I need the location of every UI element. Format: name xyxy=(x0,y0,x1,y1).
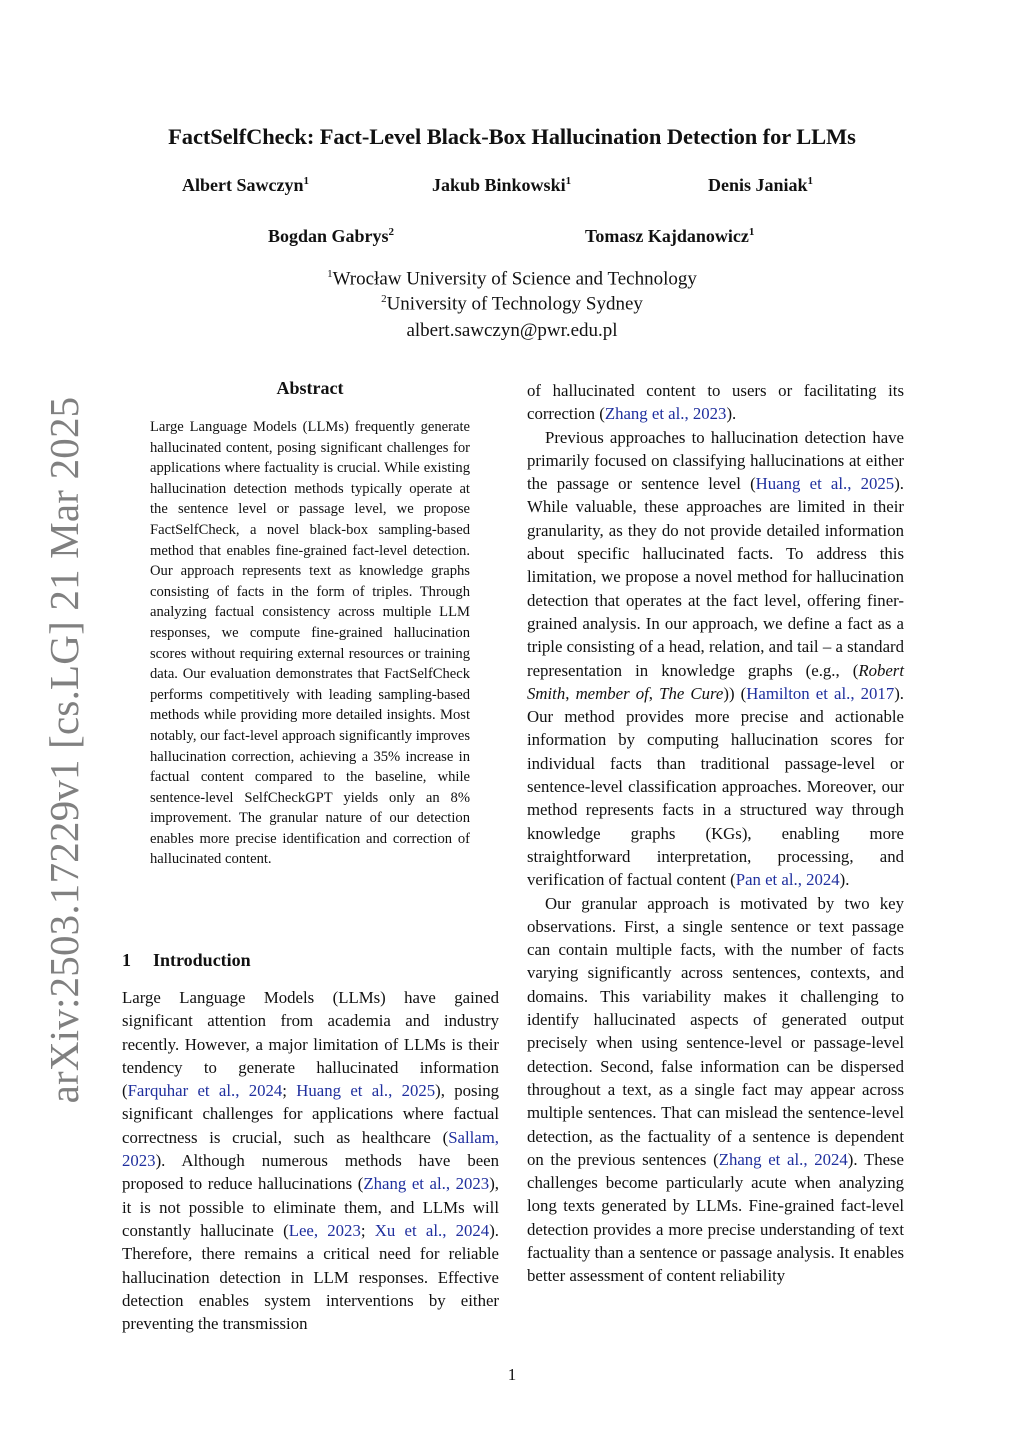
citation-link[interactable]: Lee, 2023 xyxy=(288,1220,361,1240)
citation-link[interactable]: Sallam, 2023 xyxy=(122,1127,499,1171)
citation-link[interactable]: Pan et al., 2024 xyxy=(735,870,840,890)
introduction-right-column xyxy=(527,379,904,1288)
affiliation: $^1$Wrocław University of Science and Technology xyxy=(327,268,697,290)
page-number: 1 xyxy=(507,1365,517,1384)
citation-link[interactable]: Farquhar et al., 2024 xyxy=(127,1081,283,1101)
arxiv-identifier: arXiv:2503.17229v1 [cs.LG] 21 Mar 2025 xyxy=(41,396,87,1104)
abstract-text: Large Language Models (LLMs) frequently generate hallucinated content, posing significant challenges for applications where factuality is crucial. While existing hallucination detection methods typically operate at the sentence level or passage level, we propose FactSelfCheck, a novel black-box sampling-based method that enables fine-grained fact-level detection. Our approach represents text as knowledge graphs consisting of facts in the form of triples. Through analyzing factual consistency across multiple LLM responses, we compute fine-grained hallucination scores without requiring external resources or training data. Our evaluation demonstrates that FactSelfCheck performs competitively with leading sampling-based methods while providing more detailed insights. Most notably, our fact-level approach significantly improves hallucination correction, achieving a 35% increase in factual content compared to the baseline, while sentence-level SelfCheckGPT yields only an 8% improvement. The granular nature of our detection enables more precise identification and correction of hallucinated content. xyxy=(150,419,471,868)
author-email: albert.sawczyn@pwr.edu.pl xyxy=(406,320,618,341)
paragraph: Large Language Models (LLMs) have gained significant attention from academia and industry recently. However, a major limitation of LLMs is their tendency to generate hallucinated information (Farquhar et al., 2024; Huang et al., 2025), posing significant challenges for applications where factual correctness is crucial, such as healthcare (Sallam, 2023). Although numerous methods have been proposed to reduce hallucinations (Zhang et al., 2023), it is not possible to eliminate them, and LLMs will constantly hallucinate (Lee, 2023; Xu et al., 2024). Therefore, there remains a critical need for reliable hallucination detection in LLM responses. Effective detection enables system interventions by either preventing the transmission xyxy=(122,988,500,1334)
citation-link[interactable]: Xu et al., 2024 xyxy=(374,1220,490,1240)
author-name: Denis Janiak$^1$ xyxy=(708,175,814,195)
paragraph: of hallucinated content to users or facilitating its correction (Zhang et al., 2023). xyxy=(527,381,904,424)
author-name: Tomasz Kajdanowicz$^1$ xyxy=(585,226,755,246)
paragraph: Our granular approach is motivated by two key observations. First, a single sentence or text passage can contain multiple facts, with the number of facts varying significantly across sentences, contexts, and domains. This variability makes it challenging to identify hallucinated aspects of generated output precisely when using sentence-level or passage-level detection. Second, false information can be dispersed throughout a text, as a single fact may appear across multiple sentences. That can mislead the sentence-level detection, as the factuality of a sentence is dependent on the previous sentences (Zhang et al., 2024). These challenges become particularly acute when analyzing long texts generated by LLMs. Fine-grained fact-level detection provides a more precise understanding of text factuality than a sentence or passage analysis. It enables better assessment of content reliability xyxy=(527,893,905,1286)
author-name: Jakub Binkowski$^1$ xyxy=(432,175,572,195)
citation-link[interactable]: Hamilton et al., 2017 xyxy=(746,683,895,703)
paper-title: FactSelfCheck: Fact-Level Black-Box Hallucination Detection for LLMs xyxy=(168,124,856,149)
author-name: Albert Sawczyn$^1$ xyxy=(182,175,309,195)
citation-link[interactable]: Zhang et al., 2023 xyxy=(604,404,727,424)
citation-link[interactable]: Zhang et al., 2024 xyxy=(718,1149,848,1169)
citation-link[interactable]: Huang et al., 2025 xyxy=(296,1081,436,1101)
introduction-left-column xyxy=(122,986,499,1335)
affiliation: $^2$University of Technology Sydney xyxy=(381,293,643,315)
abstract-heading: Abstract xyxy=(276,378,344,398)
citation-link[interactable]: Zhang et al., 2023 xyxy=(363,1174,490,1194)
author-name: Bogdan Gabrys$^2$ xyxy=(268,226,395,246)
paragraph: Previous approaches to hallucination detection have primarily focused on classifying hallucinations at either the passage or sentence level (Huang et al., 2025). While valuable, these approaches are limited in their granularity, as they do not provide detailed information about specific hallucinated facts. To address this limitation, we propose a novel method for hallucination detection that operates at the fact level, offering finer-grained analysis. In our approach, we define a fact as a triple consisting of a head, relation, and tail – a standard representation in knowledge graphs (e.g., (Robert Smith, member of, The Cure)) (Hamilton et al., 2017). Our method provides more precise and actionable information by computing hallucination scores for individual facts than traditional passage-level or sentence-level classification approaches. Moreover, our method represents facts in a structured way through knowledge graphs (KGs), enabling more straightforward interpretation, processing, and verification of factual content (Pan et al., 2024). xyxy=(527,427,905,890)
citation-link[interactable]: Huang et al., 2025 xyxy=(755,474,895,494)
section-heading: 1 Introduction xyxy=(122,950,251,970)
